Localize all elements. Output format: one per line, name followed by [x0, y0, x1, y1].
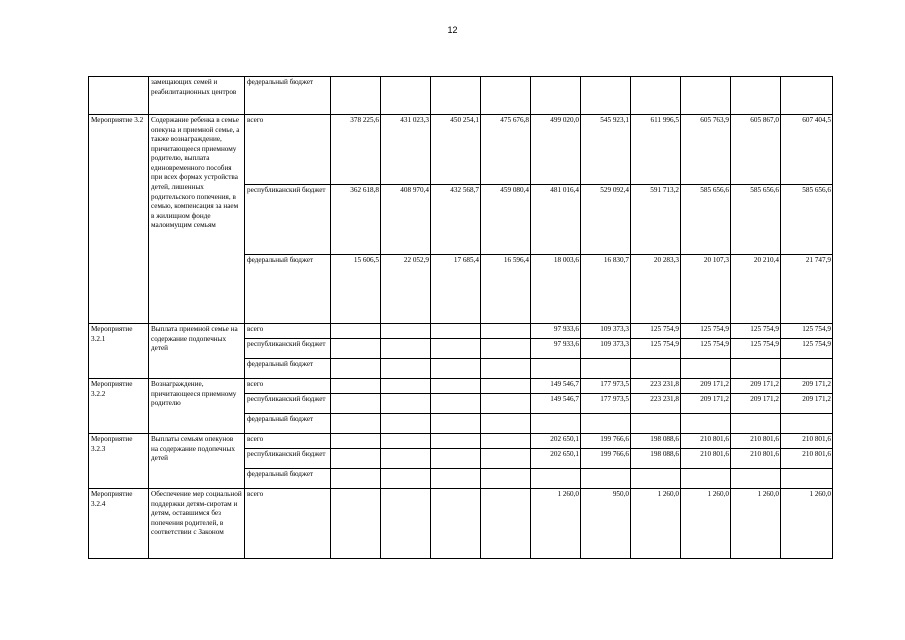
- value-cell: [531, 359, 581, 379]
- table-row: [89, 379, 833, 394]
- value-cell: 17 685,4: [431, 255, 481, 324]
- value-cell: 210 801,6: [681, 434, 731, 449]
- value-cell: 199 766,6: [581, 434, 631, 449]
- value-cell: 209 171,2: [731, 394, 781, 414]
- value-cell: [531, 414, 581, 434]
- value-cell: [681, 77, 731, 115]
- measure-name-cell: Выплата приемной семье на содержание подопечных детей: [149, 324, 245, 379]
- value-cell: 408 970,4: [381, 185, 431, 255]
- value-cell: [381, 359, 431, 379]
- value-cell: 585 656,6: [781, 185, 833, 255]
- budget-table: [88, 76, 833, 559]
- value-cell: 97 933,6: [531, 339, 581, 359]
- value-cell: [431, 339, 481, 359]
- value-cell: 210 801,6: [781, 434, 833, 449]
- value-cell: [331, 489, 381, 559]
- value-cell: [481, 394, 531, 414]
- value-cell: [781, 359, 833, 379]
- measure-name-cell: замещающих семей и реабилитационных центров: [149, 77, 245, 115]
- measure-name-cell: Вознаграждение, причитающееся приемному родителю: [149, 379, 245, 434]
- value-cell: [431, 324, 481, 339]
- value-cell: 475 676,8: [481, 115, 531, 185]
- value-cell: 198 088,6: [631, 449, 681, 469]
- value-cell: 15 606,5: [331, 255, 381, 324]
- value-cell: [381, 379, 431, 394]
- value-cell: [481, 434, 531, 449]
- value-cell: 109 373,3: [581, 339, 631, 359]
- value-cell: [631, 414, 681, 434]
- value-cell: [381, 394, 431, 414]
- value-cell: [731, 414, 781, 434]
- value-cell: 362 618,8: [331, 185, 381, 255]
- value-cell: [331, 77, 381, 115]
- value-cell: 210 801,6: [681, 449, 731, 469]
- value-cell: [481, 469, 531, 489]
- value-cell: [331, 394, 381, 414]
- measure-label-cell: Мероприятие 3.2: [89, 115, 149, 324]
- value-cell: 607 404,5: [781, 115, 833, 185]
- value-cell: 545 923,1: [581, 115, 631, 185]
- value-cell: 209 171,2: [681, 394, 731, 414]
- value-cell: [681, 469, 731, 489]
- value-cell: 611 996,5: [631, 115, 681, 185]
- value-cell: [581, 414, 631, 434]
- value-cell: 16 596,4: [481, 255, 531, 324]
- funding-source-cell: республиканский бюджет: [245, 394, 331, 414]
- table-row: [89, 77, 833, 115]
- funding-source-cell: федеральный бюджет: [245, 77, 331, 115]
- value-cell: [581, 469, 631, 489]
- value-cell: [781, 77, 833, 115]
- value-cell: [381, 434, 431, 449]
- value-cell: 125 754,9: [681, 324, 731, 339]
- value-cell: 125 754,9: [631, 339, 681, 359]
- value-cell: 21 747,9: [781, 255, 833, 324]
- value-cell: [531, 469, 581, 489]
- table-body: [89, 77, 833, 559]
- funding-source-cell: всего: [245, 434, 331, 449]
- measure-label-cell: Мероприятие 3.2.2: [89, 379, 149, 434]
- value-cell: 109 373,3: [581, 324, 631, 339]
- measure-label-cell: Мероприятие 3.2.4: [89, 489, 149, 559]
- value-cell: 209 171,2: [781, 379, 833, 394]
- value-cell: [481, 339, 531, 359]
- value-cell: [631, 77, 681, 115]
- value-cell: 529 092,4: [581, 185, 631, 255]
- value-cell: [481, 77, 531, 115]
- value-cell: 585 656,6: [681, 185, 731, 255]
- value-cell: [431, 449, 481, 469]
- measure-name-cell: Выплаты семьям опекунов на содержание подопечных детей: [149, 434, 245, 489]
- funding-source-cell: федеральный бюджет: [245, 469, 331, 489]
- value-cell: [731, 77, 781, 115]
- page-number: 12: [447, 25, 458, 35]
- value-cell: 177 973,5: [581, 379, 631, 394]
- value-cell: 16 830,7: [581, 255, 631, 324]
- value-cell: 210 801,6: [781, 449, 833, 469]
- value-cell: [731, 469, 781, 489]
- funding-source-cell: республиканский бюджет: [245, 449, 331, 469]
- value-cell: [681, 414, 731, 434]
- value-cell: [381, 449, 431, 469]
- value-cell: [531, 77, 581, 115]
- value-cell: [731, 359, 781, 379]
- value-cell: 209 171,2: [681, 379, 731, 394]
- measure-label-cell: Мероприятие 3.2.3: [89, 434, 149, 489]
- value-cell: 177 973,5: [581, 394, 631, 414]
- value-cell: 202 650,1: [531, 449, 581, 469]
- value-cell: 210 801,6: [731, 434, 781, 449]
- value-cell: [631, 359, 681, 379]
- value-cell: [331, 414, 381, 434]
- value-cell: 125 754,9: [781, 324, 833, 339]
- value-cell: [781, 469, 833, 489]
- value-cell: 149 546,7: [531, 394, 581, 414]
- value-cell: 20 107,3: [681, 255, 731, 324]
- funding-source-cell: федеральный бюджет: [245, 414, 331, 434]
- value-cell: [381, 414, 431, 434]
- value-cell: 1 260,0: [731, 489, 781, 559]
- table-row: [89, 324, 833, 339]
- value-cell: [431, 359, 481, 379]
- value-cell: [331, 379, 381, 394]
- value-cell: 198 088,6: [631, 434, 681, 449]
- value-cell: [481, 449, 531, 469]
- value-cell: 1 260,0: [531, 489, 581, 559]
- value-cell: [431, 77, 481, 115]
- value-cell: 125 754,9: [631, 324, 681, 339]
- funding-source-cell: всего: [245, 324, 331, 339]
- value-cell: 149 546,7: [531, 379, 581, 394]
- value-cell: 1 260,0: [631, 489, 681, 559]
- value-cell: 1 260,0: [681, 489, 731, 559]
- value-cell: 209 171,2: [781, 394, 833, 414]
- value-cell: [331, 469, 381, 489]
- value-cell: [331, 434, 381, 449]
- value-cell: 20 210,4: [731, 255, 781, 324]
- funding-source-cell: федеральный бюджет: [245, 359, 331, 379]
- value-cell: [431, 414, 481, 434]
- measure-label-cell: [89, 77, 149, 115]
- value-cell: 22 052,9: [381, 255, 431, 324]
- funding-source-cell: всего: [245, 115, 331, 185]
- funding-source-cell: всего: [245, 489, 331, 559]
- value-cell: [581, 77, 631, 115]
- value-cell: [331, 339, 381, 359]
- value-cell: 223 231,8: [631, 394, 681, 414]
- value-cell: 481 016,4: [531, 185, 581, 255]
- value-cell: [581, 359, 631, 379]
- value-cell: [331, 449, 381, 469]
- value-cell: 585 656,6: [731, 185, 781, 255]
- value-cell: 459 080,4: [481, 185, 531, 255]
- value-cell: 18 003,6: [531, 255, 581, 324]
- measure-name-cell: Обеспечение мер социальной поддержки детям-сиротам и детям, оставшимся без попечения родителей, в соответствии с Законом: [149, 489, 245, 559]
- value-cell: 432 568,7: [431, 185, 481, 255]
- value-cell: 431 023,3: [381, 115, 431, 185]
- value-cell: 591 713,2: [631, 185, 681, 255]
- value-cell: 20 283,3: [631, 255, 681, 324]
- value-cell: [781, 414, 833, 434]
- value-cell: [431, 489, 481, 559]
- value-cell: [431, 434, 481, 449]
- value-cell: [481, 379, 531, 394]
- funding-source-cell: республиканский бюджет: [245, 339, 331, 359]
- value-cell: [481, 324, 531, 339]
- value-cell: 125 754,9: [731, 339, 781, 359]
- value-cell: [681, 359, 731, 379]
- value-cell: [381, 339, 431, 359]
- table-row: [89, 115, 833, 185]
- measure-name-cell: Содержание ребенка в семье опекуна и приемной семье, а также вознаграждение, причитающееся приемному родителю, выплата единовременного пособия при всех формах устройства детей, лишенных родительского попечения, в семью, компенсация за наем в жилищном фонде малоимущим семьям: [149, 115, 245, 324]
- value-cell: 125 754,9: [681, 339, 731, 359]
- table-row: [89, 489, 833, 559]
- value-cell: 605 763,9: [681, 115, 731, 185]
- value-cell: 499 020,0: [531, 115, 581, 185]
- value-cell: [631, 469, 681, 489]
- funding-source-cell: республиканский бюджет: [245, 185, 331, 255]
- value-cell: 223 231,8: [631, 379, 681, 394]
- value-cell: [481, 414, 531, 434]
- value-cell: 1 260,0: [781, 489, 833, 559]
- value-cell: [381, 77, 431, 115]
- value-cell: [481, 489, 531, 559]
- value-cell: [331, 359, 381, 379]
- value-cell: [381, 489, 431, 559]
- value-cell: [381, 324, 431, 339]
- value-cell: 97 933,6: [531, 324, 581, 339]
- value-cell: 202 650,1: [531, 434, 581, 449]
- value-cell: 125 754,9: [781, 339, 833, 359]
- value-cell: [481, 359, 531, 379]
- value-cell: [431, 469, 481, 489]
- value-cell: 605 867,0: [731, 115, 781, 185]
- value-cell: 450 254,1: [431, 115, 481, 185]
- value-cell: 378 225,6: [331, 115, 381, 185]
- value-cell: 199 766,6: [581, 449, 631, 469]
- value-cell: [431, 379, 481, 394]
- value-cell: 125 754,9: [731, 324, 781, 339]
- value-cell: [331, 324, 381, 339]
- value-cell: 210 801,6: [731, 449, 781, 469]
- value-cell: [431, 394, 481, 414]
- funding-source-cell: всего: [245, 379, 331, 394]
- funding-source-cell: федеральный бюджет: [245, 255, 331, 324]
- value-cell: 950,0: [581, 489, 631, 559]
- measure-label-cell: Мероприятие 3.2.1: [89, 324, 149, 379]
- value-cell: [381, 469, 431, 489]
- table-row: [89, 434, 833, 449]
- value-cell: 209 171,2: [731, 379, 781, 394]
